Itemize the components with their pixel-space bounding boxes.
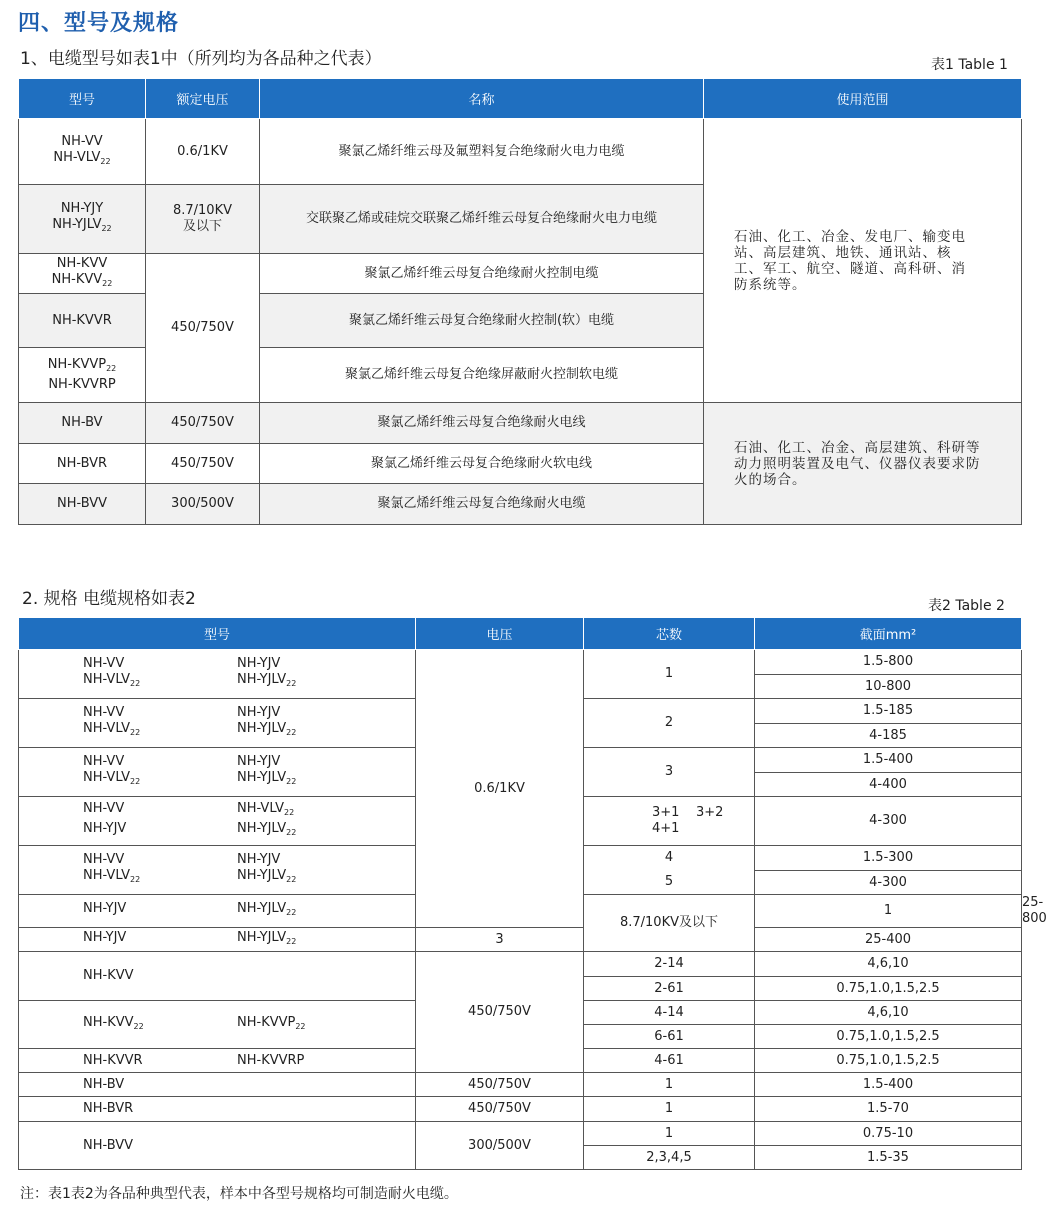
section-cell: 1.5-35 [755,1146,1022,1170]
t2-header-section: 截面mm² [755,618,1022,650]
name-cell: 聚氯乙烯纤维云母复合绝缘耐火控制电缆 [260,254,704,294]
section-cell: 4-400 [755,773,1022,797]
voltage-cell: 450/750V [416,1073,584,1097]
name-cell: 聚氯乙烯纤维云母及氟塑料复合绝缘耐火电力电缆 [260,119,704,185]
cores-cell: 2-61 [584,977,755,1001]
table-row: NH-YJV $NH-YJLV_{22}$ 8.7/10KV及以下 1 25-800 [19,895,1022,928]
page-heading: 四、型号及规格 [18,11,180,36]
table1-label: 表1 Table 1 [931,57,1008,73]
cores-cell: 5 [584,871,755,895]
table-row [19,1122,1022,1146]
model-cell: NH-KVV $NH-KVV_{22}$ [19,254,146,294]
model-cell: NH-VV NH-YJV $NH-VLV_{22}$ $NH-YJLV_{22}$ [19,650,416,699]
model-cell: NH-BVR [19,1097,416,1122]
cores-cell: 3 [416,928,584,952]
name-cell: 聚氯乙烯纤维云母复合绝缘耐火电线 [260,403,704,444]
cores-cell: 2-14 [584,952,755,977]
model-cell: NH-VV NH-YJV $NH-VLV_{22}$ $NH-YJLV_{22}$ [19,748,416,797]
section-cell: 1.5-400 [755,1073,1022,1097]
t2-header-voltage: 电压 [416,618,584,650]
section-cell: 4-300 [755,871,1022,895]
section-cell: 10-800 [755,675,1022,699]
table-row [19,403,1022,444]
voltage-cell: 300/500V [416,1122,584,1170]
model-cell: NH-YJV $NH-YJLV_{22}$ [19,895,416,928]
table-row [19,928,1022,952]
section-cell: 0.75,1.0,1.5,2.5 [755,977,1022,1001]
voltage-cell: 450/750V [416,952,584,1073]
section-cell: 25-400 [755,928,1022,952]
model-cell: NH-KVVR NH-KVVRP [19,1049,416,1073]
usage-cell: 石油、化工、冶金、高层建筑、科研等 动力照明装置及电气、仪器仪表要求防 火的场合。 [704,403,1022,525]
cores-cell: 4-61 [584,1049,755,1073]
cores-cell: 3+1 3+2 4+1 [584,797,755,846]
model-cell: NH-KVVR [19,294,146,348]
name-cell: 聚氯乙烯纤维云母复合绝缘耐火软电线 [260,444,704,484]
model-cell: NH-VV $NH-VLV_{22}$ [19,119,146,185]
section-cell: 4,6,10 [755,1001,1022,1025]
voltage-cell: 0.6/1KV [146,119,260,185]
model-cell: NH-BV [19,1073,416,1097]
model-cell: NH-BVV [19,484,146,525]
section-cell: 1.5-800 [755,650,1022,675]
name-cell: 交联聚乙烯或硅烷交联聚乙烯纤维云母复合绝缘耐火电力电缆 [260,185,704,254]
voltage-cell: 450/750V [146,444,260,484]
t1-header-name: 名称 [260,79,704,119]
t2-header-model: 型号 [19,618,416,650]
section-cell: 1.5-70 [755,1097,1022,1122]
t1-header-voltage: 额定电压 [146,79,260,119]
t1-header-model: 型号 [19,79,146,119]
cores-cell: 1 [755,895,1022,928]
model-cell: $NH-KVVP_{22}$ NH-KVVRP [19,348,146,403]
name-cell: 聚氯乙烯纤维云母复合绝缘屏蔽耐火控制软电缆 [260,348,704,403]
section-cell: 1.5-300 [755,846,1022,871]
voltage-cell: 8.7/10KV及以下 [584,895,755,952]
table-row [19,1097,1022,1122]
voltage-cell: 450/750V [146,403,260,444]
t2-header-cores: 芯数 [584,618,755,650]
section-cell: 1.5-185 [755,699,1022,724]
footnote: 注：表1表2为各品种典型代表，样本中各型号规格均可制造耐火电缆。 [20,1186,458,1202]
cores-cell: 2 [584,699,755,748]
table2-label: 表2 Table 2 [928,598,1005,614]
section-cell: 4-300 [755,797,1022,846]
section-cell: 0.75,1.0,1.5,2.5 [755,1025,1022,1049]
table-row [19,650,1022,675]
section-cell: 0.75,1.0,1.5,2.5 [755,1049,1022,1073]
cores-cell: 3 [584,748,755,797]
cores-cell: 4 [584,846,755,871]
cores-cell: 4-14 [584,1001,755,1025]
voltage-cell: 8.7/10KV 及以下 [146,185,260,254]
section-cell: 4-185 [755,724,1022,748]
model-cell: NH-VV NH-YJV $NH-VLV_{22}$ $NH-YJLV_{22}$ [19,846,416,895]
section-cell: 1.5-400 [755,748,1022,773]
model-cell: NH-YJY $NH-YJLV_{22}$ [19,185,146,254]
model-cell: NH-BV [19,403,146,444]
table-row [19,1073,1022,1097]
model-cell: NH-VV $NH-VLV_{22}$ NH-YJV $NH-YJLV_{22}$ [19,797,416,846]
cores-cell: 6-61 [584,1025,755,1049]
voltage-cell: 450/750V [416,1097,584,1122]
cores-cell: 1 [584,1073,755,1097]
cores-cell: 1 [584,650,755,699]
section-cell: 4,6,10 [755,952,1022,977]
voltage-cell: 450/750V [146,254,260,403]
model-cell: NH-BVV [19,1122,416,1170]
model-cell: NH-YJV $NH-YJLV_{22}$ [19,928,416,952]
name-cell: 聚氯乙烯纤维云母复合绝缘耐火控制(软）电缆 [260,294,704,348]
cores-cell: 1 [584,1122,755,1146]
model-cell: $NH-KVV_{22}$ $NH-KVVP_{22}$ [19,1001,416,1049]
usage-cell: 石油、化工、冶金、发电厂、输变电 站、高层建筑、地铁、通讯站、核 工、军工、航空、隧道、高科研、消 防系统等。 [704,119,1022,403]
table-row [19,119,1022,185]
voltage-cell: 0.6/1KV [416,650,584,928]
table-row [19,952,1022,977]
t1-header-usage: 使用范围 [704,79,1022,119]
model-cell: NH-KVV [19,952,416,1001]
name-cell: 聚氯乙烯纤维云母复合绝缘耐火电缆 [260,484,704,525]
voltage-cell: 300/500V [146,484,260,525]
cores-cell: 1 [584,1097,755,1122]
section2-title: 2. 规格 电缆规格如表2 [22,589,196,609]
table2 [18,617,1047,1170]
section1-title: 1、电缆型号如表1中（所列均为各品种之代表） [20,49,382,69]
table1 [18,78,1022,525]
model-cell: NH-VV NH-YJV $NH-VLV_{22}$ $NH-YJLV_{22}$ [19,699,416,748]
section-cell: 0.75-10 [755,1122,1022,1146]
cores-cell: 2,3,4,5 [584,1146,755,1170]
model-cell: NH-BVR [19,444,146,484]
